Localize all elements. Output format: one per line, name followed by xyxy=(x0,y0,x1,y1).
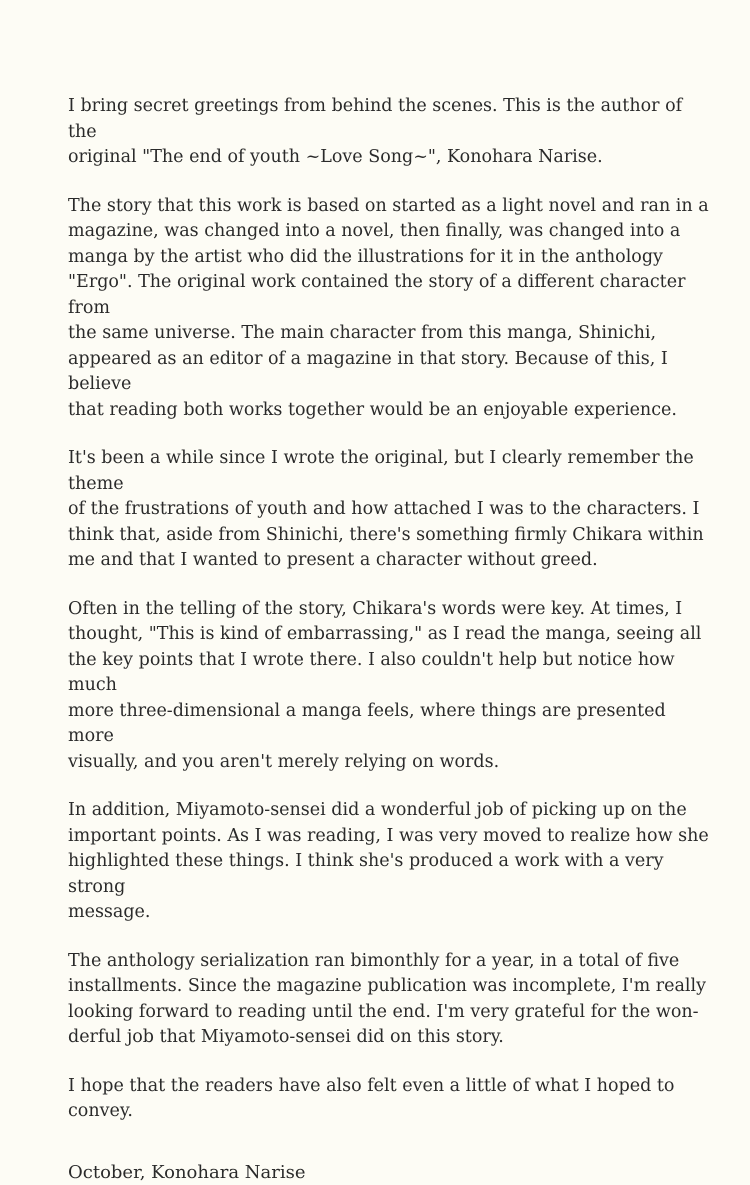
paragraph-greeting: I bring secret greetings from behind the scenes. This is the author of the original "The end of youth ~Love Song~", Konohara Narise. xyxy=(68,94,710,171)
paragraph-miyamoto: In addition, Miyamoto-sensei did a wonderful job of picking up on the important points. As I was reading, I was very moved to realize how she highlighted these things. I think she's produced a work with a very strong message. xyxy=(68,798,710,926)
paragraph-chikara-words: Often in the telling of the story, Chikara's words were key. At times, I thought, "This is kind of embarrassing," as I read the manga, seeing all the key points that I wrote there. I also couldn't help but notice how much more three-dimensional a manga feels, where things are presented more visually, and you aren't merely relying on words. xyxy=(68,597,710,776)
paragraph-serialization: The anthology serialization ran bimonthly for a year, in a total of five installments. Since the magazine publication was incomplete, I'm really looking forward to reading until the end. I'm very grateful for the won- derful job that Miyamoto-sensei did on this story. xyxy=(68,949,710,1051)
signature: October, Konohara Narise xyxy=(68,1160,710,1185)
paragraph-theme: It's been a while since I wrote the original, but I clearly remember the theme of the frustrations of youth and how attached I was to the characters. I think that, aside from Shinichi, there's something firmly Chikara within me and that I wanted to present a character without greed. xyxy=(68,446,710,574)
paragraph-story-origin: The story that this work is based on started as a light novel and ran in a magazine, was changed into a novel, then finally, was changed into a manga by the artist who did the illustrations for it in the anthology "Ergo". The original work contained the story of a different character from the same universe. The main character from this manga, Shinichi, appeared as an editor of a magazine in that story. Because of this, I believe that reading both works together would be an enjoyable experience. xyxy=(68,194,710,424)
paragraph-hope: I hope that the readers have also felt even a little of what I hoped to convey. xyxy=(68,1074,710,1125)
